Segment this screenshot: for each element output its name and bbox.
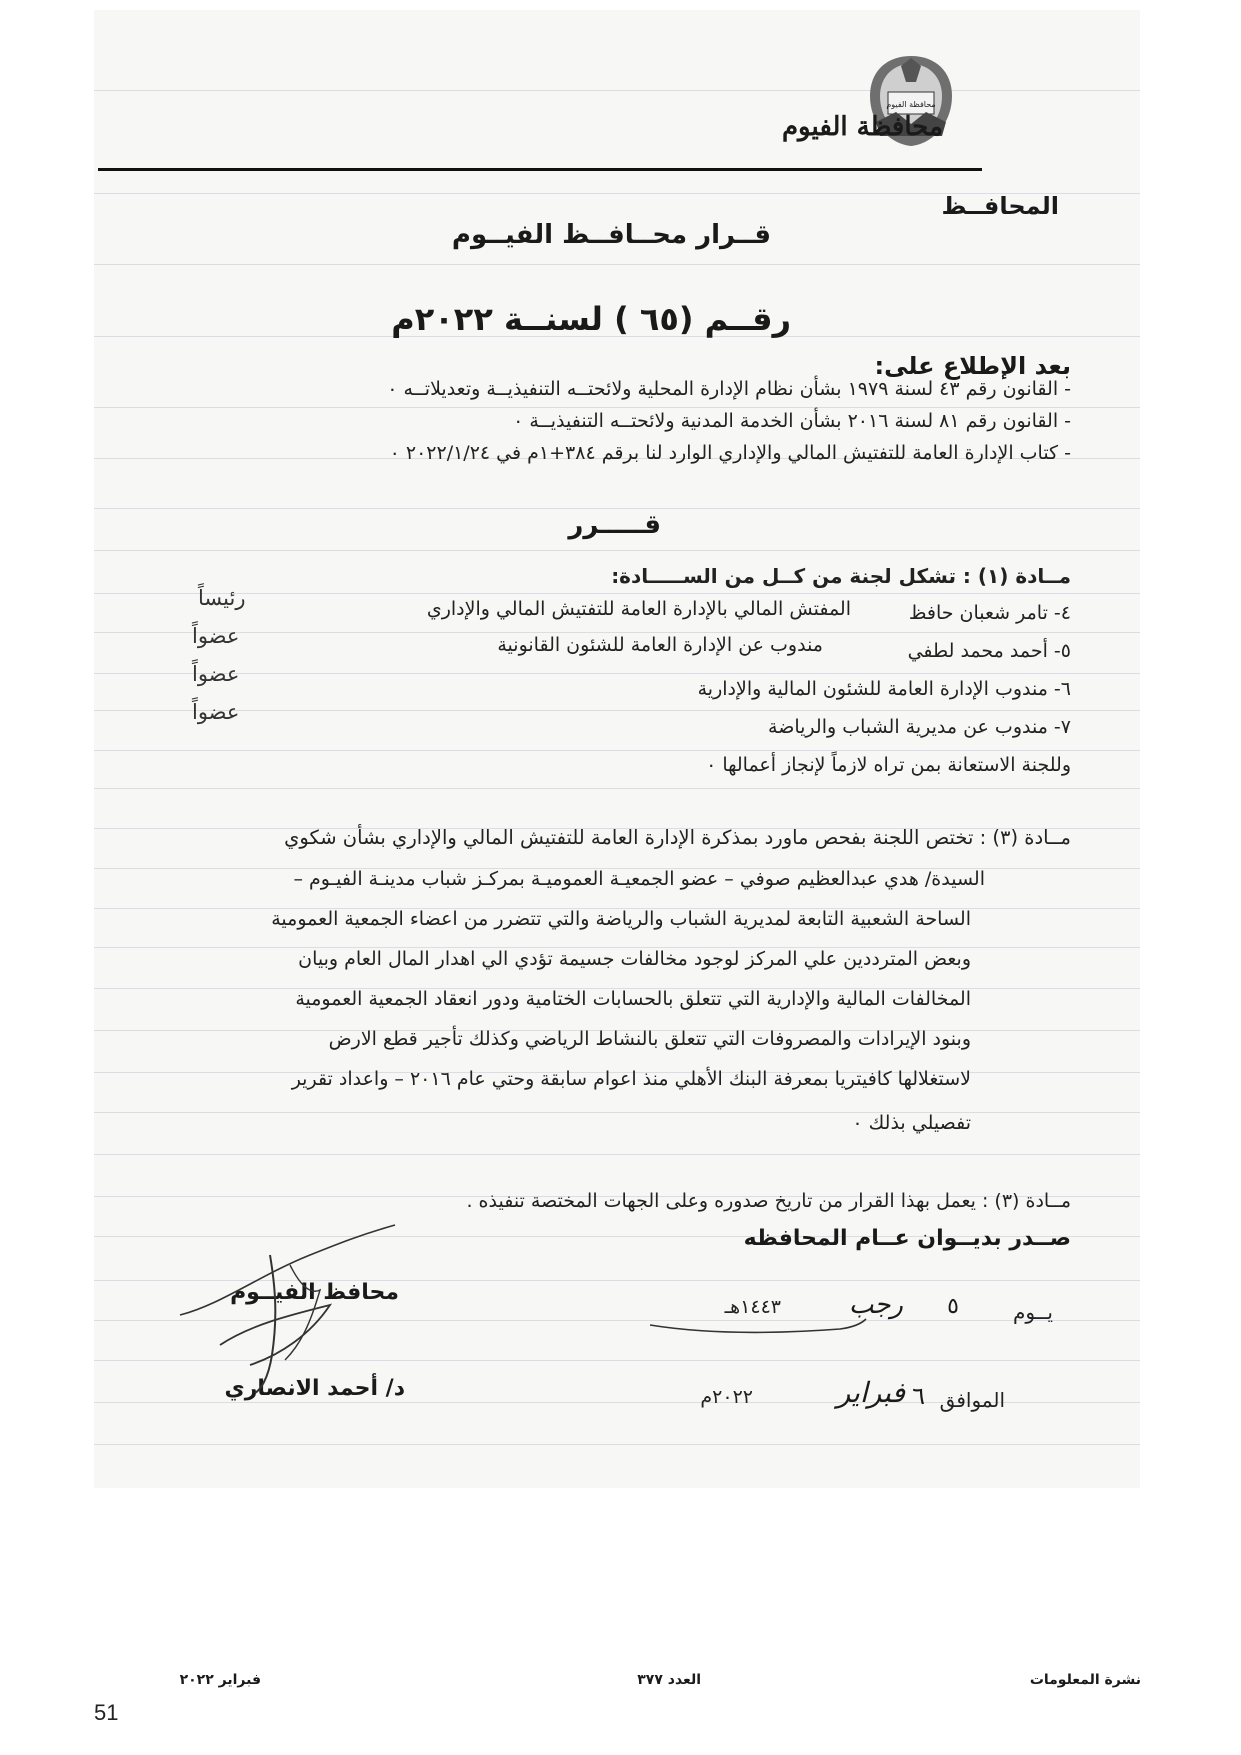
article2-line-4: وبعض المترددين علي المركز لوجود مخالفات جسيمة تؤدي الي اهدار المال العام وبيان [298, 948, 971, 970]
preamble-heading: بعد الإطلاع على: [874, 352, 1071, 380]
article1-heading: مــادة (١) : تشكل لجنة من كــل من الســـــادة: [611, 564, 1071, 588]
handwritten-signature [160, 1195, 400, 1395]
footer-bulletin: نشرة المعلومات [1029, 1672, 1141, 1688]
header-rule [98, 168, 982, 171]
member-1-role: رئيساً [198, 586, 246, 610]
date-greg-day: ٦ [912, 1382, 925, 1410]
decides-heading: قـــــرر [568, 510, 661, 540]
date-greg-month: فبراير [836, 1376, 905, 1409]
footer-issue: العدد ٣٧٧ [637, 1672, 701, 1688]
footer-date: فبراير ٢٠٢٢ [179, 1672, 261, 1688]
member-4-role: عضواً [192, 700, 240, 724]
preamble-item-3: - كتاب الإدارة العامة للتفتيش المالي والإداري الوارد لنا برقم ٣٨٤+١م في ٢٠٢٢/١/٢٤ ٠ [389, 442, 1071, 464]
member-3-role: عضواً [192, 662, 240, 686]
article2-line-6: وبنود الإيرادات والمصروفات التي تتعلق بالنشاط الرياضي وكذلك تأجير قطع الارض [328, 1028, 971, 1050]
article2-line-3: الساحة الشعبية التابعة لمديرية الشباب والرياضة والتي تتضرر من اعضاء الجمعية العمومية [271, 908, 971, 930]
article3-text: مــادة (٣) : يعمل بهذا القرار من تاريخ صدوره وعلى الجهات المختصة تنفيذه . [466, 1190, 1071, 1212]
member-2-name: ٥- أحمد محمد لطفي [907, 640, 1071, 662]
signatory-name: د/ أحمد الانصاري [224, 1376, 405, 1401]
article1-note: وللجنة الاستعانة بمن تراه لازماً لإنجاز أعمالها ٠ [706, 754, 1071, 776]
date-day-label: يــوم [1013, 1300, 1053, 1324]
member-1-name: ٤- تامر شعبان حافظ [908, 602, 1071, 624]
date-hijri-month: رجب [848, 1290, 903, 1320]
article2-line-1: مــادة (٣) : تختص اللجنة بفحص ماورد بمذكرة الإدارة العامة للتفتيش المالي والإداري بشأن شكوي [284, 826, 1071, 849]
date-day-value: ٥ [947, 1294, 959, 1319]
svg-text:محافظة الفيوم: محافظة الفيوم [886, 100, 936, 109]
member-1-title: المفتش المالي بالإدارة العامة للتفتيش المالي والإداري [426, 598, 851, 620]
signatory-title: محافظ الفيــوم [230, 1280, 399, 1305]
article2-line-8: تفصيلي بذلك ٠ [852, 1112, 971, 1134]
member-2-title: مندوب عن الإدارة العامة للشئون القانونية [497, 634, 823, 656]
article2-line-5: المخالفات المالية والإدارية التي تتعلق بالحسابات الختامية ودور انعقاد الجمعية العمومية [295, 988, 971, 1010]
date-hijri-year: ١٤٤٣هـ [724, 1296, 781, 1318]
decision-number: رقــم (٦٥ ) لسنــة ٢٠٢٢م [391, 300, 791, 338]
decision-title: قــرار محــافــظ الفيــوم [451, 220, 771, 250]
preamble-item-1: - القانون رقم ٤٣ لسنة ١٩٧٩ بشأن نظام الإدارة المحلية ولائحتــه التنفيذيــة وتعديلاتــه ٠ [387, 378, 1071, 400]
preamble-item-2: - القانون رقم ٨١ لسنة ٢٠١٦ بشأن الخدمة المدنية ولائحتــه التنفيذيــة ٠ [513, 410, 1071, 432]
article2-line-2: السيدة/ هدي عبدالعظيم صوفي – عضو الجمعيـة العموميـة بمركـز شباب مدينـة الفيـوم – [293, 868, 985, 890]
member-4-name: ٧- مندوب عن مديرية الشباب والرياضة [768, 716, 1071, 738]
article2-line-7: لاستغلالها كافيتريا بمعرفة البنك الأهلي منذ اعوام سابقة وحتي عام ٢٠١٦ – واعداد تقرير [291, 1068, 971, 1090]
office-label: المحافــظ [941, 192, 1059, 220]
date-signature-stroke [640, 1285, 870, 1355]
governorate-name: محافظة الفيوم [781, 112, 943, 142]
issued-line: صــدر بديــوان عــام المحافظه [743, 1226, 1071, 1251]
member-2-role: عضواً [192, 624, 240, 648]
member-3-name: ٦- مندوب الإدارة العامة للشئون المالية والإدارية [697, 678, 1071, 700]
page-number: 51 [94, 1700, 119, 1725]
date-greg-year: ٢٠٢٢م [700, 1386, 753, 1408]
date-greg-label: الموافق [939, 1388, 1005, 1412]
